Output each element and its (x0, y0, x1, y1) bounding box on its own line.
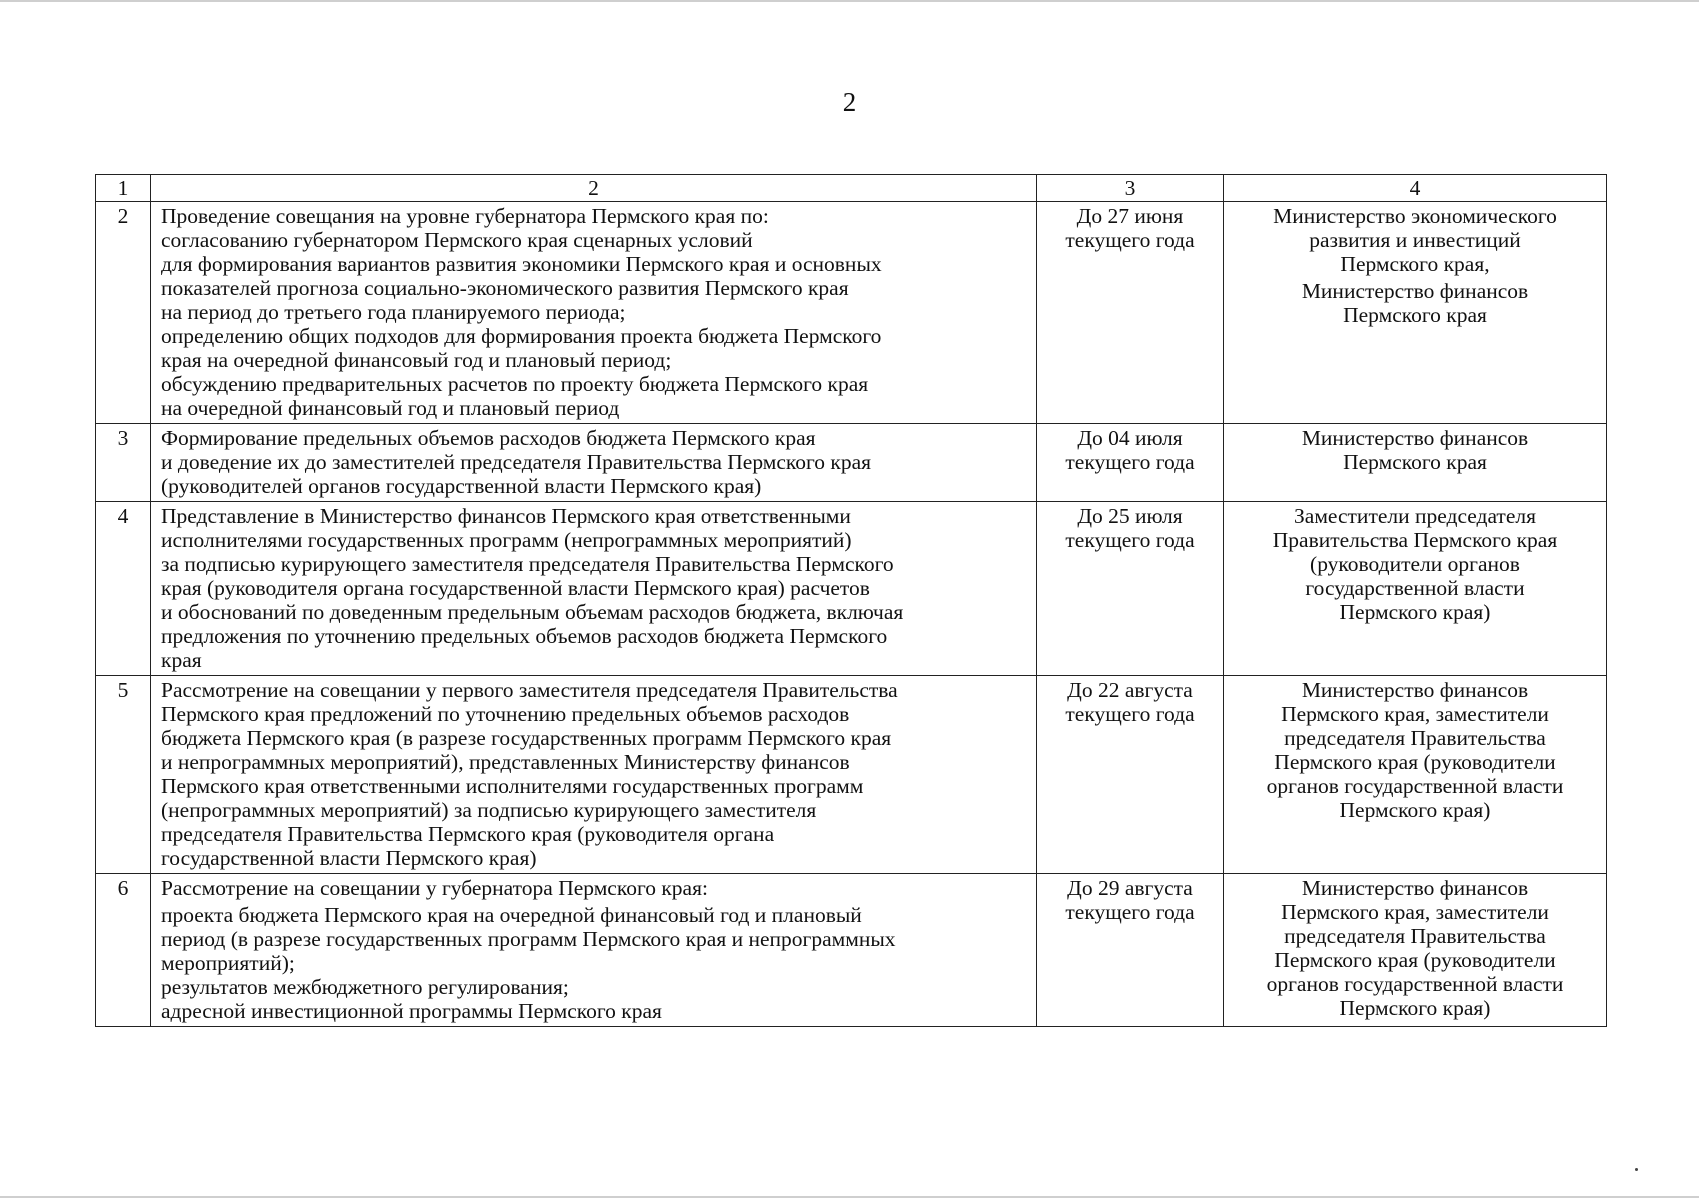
responsible-line: Пермского края (1343, 303, 1487, 327)
description-line: Рассмотрение на совещании у губернатора Пермского края: (161, 876, 708, 900)
description-line: председателя Правительства Пермского края (руководителя органа (161, 822, 775, 846)
responsible-line: Министерство финансов (1301, 279, 1529, 303)
row-number-cell: 2 (96, 202, 151, 424)
responsible-line: Пермского края) (1339, 798, 1491, 822)
description-line: Проведение совещания на уровне губернатора Пермского края по: (161, 204, 769, 228)
responsible-cell (1224, 424, 1607, 502)
deadline-cell (1037, 874, 1224, 1027)
deadline-line: текущего года (1065, 528, 1195, 552)
row-number-cell: 5 (96, 676, 151, 874)
description-line: адресной инвестиционной программы Пермского края (161, 999, 662, 1023)
description-line: края (161, 648, 202, 672)
responsible-line: развития и инвестиций (1309, 228, 1521, 252)
responsible-line: Пермского края, заместители (1281, 900, 1549, 924)
responsible-line: Пермского края (руководители (1274, 750, 1556, 774)
description-line: за подписью курирующего заместителя председателя Правительства Пермского (161, 552, 894, 576)
table-row (96, 676, 1607, 874)
row-number-cell: 3 (96, 424, 151, 502)
header-cell-4: 4 (1224, 175, 1607, 202)
table-row (96, 874, 1607, 1027)
description-line: бюджета Пермского края (в разрезе государственных программ Пермского края (161, 726, 892, 750)
description-line: и обоснований по доведенным предельным объемам расходов бюджета, включая (161, 600, 904, 624)
description-line: Пермского края предложений по уточнению предельных объемов расходов (161, 702, 850, 726)
responsible-line: органов государственной власти (1266, 972, 1564, 996)
description-line: и непрограммных мероприятий), представленных Министерству финансов (161, 750, 850, 774)
header-cell-2: 2 (151, 175, 1037, 202)
responsible-line: Пермского края) (1339, 600, 1491, 624)
responsible-line: (руководители органов (1310, 552, 1520, 576)
description-cell (151, 502, 1037, 676)
scan-edge-bottom (0, 1196, 1699, 1198)
table-row (96, 502, 1607, 676)
description-line: проекта бюджета Пермского края на очередной финансовый год и плановый (161, 903, 862, 927)
responsible-line: Пермского края, (1340, 252, 1490, 276)
scan-edge-top (0, 0, 1699, 2)
description-cell (151, 676, 1037, 874)
responsible-line: Пермского края) (1339, 996, 1491, 1020)
scan-speck (1635, 1168, 1638, 1171)
responsible-line: Министерство экономического (1273, 204, 1557, 228)
row-number-cell: 4 (96, 502, 151, 676)
table-row (96, 424, 1607, 502)
deadline-cell (1037, 424, 1224, 502)
description-line: на период до третьего года планируемого периода; (161, 300, 626, 324)
table-row (96, 202, 1607, 424)
description-cell (151, 202, 1037, 424)
row-number-cell: 6 (96, 874, 151, 1027)
deadline-line: текущего года (1065, 702, 1195, 726)
deadline-line: До 27 июня (1076, 204, 1184, 228)
description-line: (непрограммных мероприятий) за подписью курирующего заместителя (161, 798, 817, 822)
description-line: края на очередной финансовый год и плановый период; (161, 348, 672, 372)
description-line: показателей прогноза социально-экономического развития Пермского края (161, 276, 849, 300)
page-number: 2 (842, 87, 857, 117)
responsible-line: Заместители председателя (1294, 504, 1536, 528)
description-line: государственной власти Пермского края) (161, 846, 537, 870)
responsible-line: Министерство финансов (1301, 426, 1529, 450)
description-line: предложения по уточнению предельных объемов расходов бюджета Пермского (161, 624, 888, 648)
deadline-cell (1037, 502, 1224, 676)
responsible-line: Правительства Пермского края (1272, 528, 1558, 552)
responsible-cell (1224, 202, 1607, 424)
description-line: на очередной финансовый год и плановый период (161, 396, 620, 420)
deadline-line: текущего года (1065, 228, 1195, 252)
responsible-line: Министерство финансов (1301, 876, 1529, 900)
description-line: (руководителей органов государственной власти Пермского края) (161, 474, 762, 498)
deadline-line: текущего года (1065, 450, 1195, 474)
responsible-line: Пермского края (руководители (1274, 948, 1556, 972)
deadline-line: До 25 июля (1077, 504, 1183, 528)
responsible-cell (1224, 502, 1607, 676)
description-cell (151, 874, 1037, 1027)
description-cell (151, 424, 1037, 502)
description-line: Пермского края ответственными исполнителями государственных программ (161, 774, 864, 798)
description-line: исполнителями государственных программ (непрограммных мероприятий) (161, 528, 852, 552)
description-line: Формирование предельных объемов расходов бюджета Пермского края (161, 426, 816, 450)
deadline-line: До 22 августа (1067, 678, 1193, 702)
responsible-line: Пермского края, заместители (1281, 702, 1549, 726)
deadline-line: До 29 августа (1067, 876, 1193, 900)
table-header-row (96, 175, 1607, 202)
deadline-cell (1037, 676, 1224, 874)
description-line: и доведение их до заместителей председателя Правительства Пермского края (161, 450, 872, 474)
responsible-line: Пермского края (1343, 450, 1487, 474)
schedule-table (95, 174, 1607, 1027)
responsible-cell (1224, 676, 1607, 874)
header-cell-1: 1 (96, 175, 151, 202)
description-line: обсуждению предварительных расчетов по проекту бюджета Пермского края (161, 372, 869, 396)
responsible-cell (1224, 874, 1607, 1027)
description-line: согласованию губернатором Пермского края сценарных условий (161, 228, 753, 252)
responsible-line: председателя Правительства (1284, 726, 1546, 750)
description-line: Рассмотрение на совещании у первого заместителя председателя Правительства (161, 678, 898, 702)
deadline-line: текущего года (1065, 900, 1195, 924)
responsible-line: председателя Правительства (1284, 924, 1546, 948)
description-line: результатов межбюджетного регулирования; (161, 975, 569, 999)
deadline-cell (1037, 202, 1224, 424)
responsible-line: государственной власти (1305, 576, 1525, 600)
description-line: для формирования вариантов развития экономики Пермского края и основных (161, 252, 882, 276)
description-line: мероприятий); (161, 951, 295, 975)
responsible-line: органов государственной власти (1266, 774, 1564, 798)
description-line: края (руководителя органа государственной власти Пермского края) расчетов (161, 576, 870, 600)
description-line: период (в разрезе государственных программ Пермского края и непрограммных (161, 927, 896, 951)
header-cell-3: 3 (1037, 175, 1224, 202)
responsible-line: Министерство финансов (1301, 678, 1529, 702)
description-line: Представление в Министерство финансов Пермского края ответственными (161, 504, 851, 528)
description-line: определению общих подходов для формирования проекта бюджета Пермского (161, 324, 882, 348)
deadline-line: До 04 июля (1077, 426, 1183, 450)
